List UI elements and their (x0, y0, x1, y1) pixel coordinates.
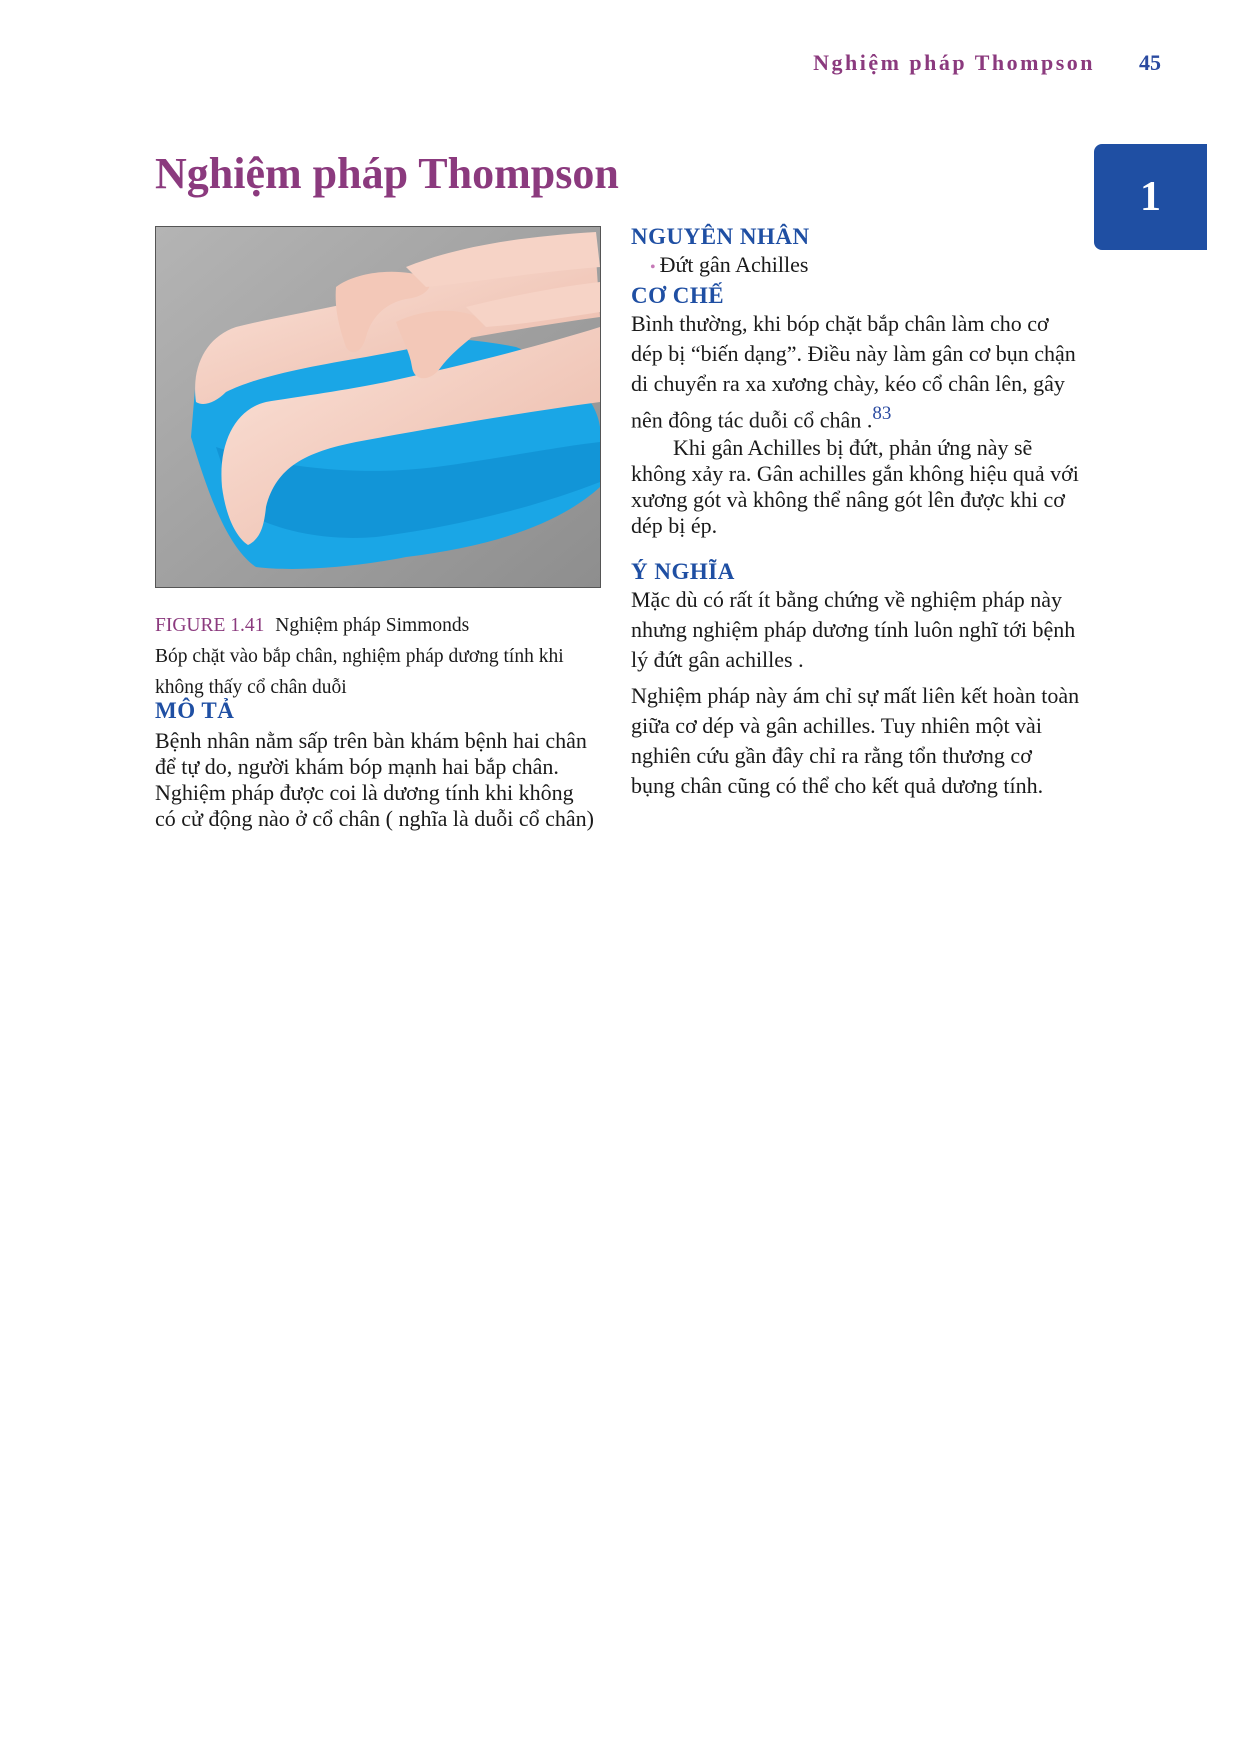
co-che-para-2: Khi gân Achilles bị đứt, phản ứng này sẽ không xảy ra. Gân achilles gắn không hiệu quả với xương gót và không thể nâng gót lên được khi cơ dép bị ép. (631, 435, 1079, 539)
co-che-para-1-text: Bình thường, khi bóp chặt bắp chân làm cho cơ dép bị “biến dạng”. Điều này làm gân cơ bụn chận di chuyển ra xa xương chày, kéo cổ chân lên, gây nên đông tác duỗi cổ chân . (631, 311, 1076, 433)
co-che-para-1 (631, 309, 1081, 435)
figure-caption (155, 610, 605, 703)
y-nghia-para-1: Mặc dù có rất ít bằng chứng về nghiệm pháp này nhưng nghiệm pháp dương tính luôn nghĩ tới bệnh lý đứt gân achilles . (631, 587, 1076, 673)
mo-ta-heading: MÔ TẢ (155, 698, 235, 723)
reference-number: 83 (872, 403, 892, 424)
co-che-heading: CƠ CHẾ (631, 283, 725, 308)
left-column (155, 698, 595, 832)
bullet-icon: • (650, 259, 656, 276)
running-head: Nghiệm pháp Thompson (813, 50, 1095, 75)
y-nghia-para-2: Nghiệm pháp này ám chỉ sự mất liên kết hoàn toàn giữa cơ dép và gân achilles. Tuy nhiên một vài nghiên cứu gần đây chỉ ra rằng tổn thương cơ bụng chân cũng có thể cho kết quả dương tính. (631, 683, 1080, 799)
figure-caption-title: Nghiệm pháp Simmonds (275, 615, 470, 636)
mo-ta-text: Bệnh nhân nằm sấp trên bàn khám bệnh hai chân để tự do, người khám bóp mạnh hai bắp chân. Nghiệm pháp được coi là dương tính khi không có cử động nào ở cổ chân ( nghĩa là duỗi cổ chân) (155, 728, 594, 831)
chapter-tab: 1 (1094, 144, 1207, 250)
figure-illustration (155, 226, 601, 588)
nguyen-nhan-bullet (631, 250, 1081, 283)
nguyen-nhan-bullet-text: Đứt gân Achilles (659, 252, 809, 277)
leg-squeeze-illustration (156, 227, 600, 587)
page-title: Nghiệm pháp Thompson (155, 149, 619, 198)
page-number: 45 (1139, 50, 1161, 75)
figure-caption-text: Bóp chặt vào bắp chân, nghiệm pháp dương tính khi không thấy cổ chân duỗi (155, 646, 564, 698)
y-nghia-heading: Ý NGHĨA (631, 559, 735, 585)
figure-label: FIGURE 1.41 (155, 615, 265, 636)
right-column (631, 224, 1081, 801)
nguyen-nhan-heading: NGUYÊN NHÂN (631, 224, 810, 249)
